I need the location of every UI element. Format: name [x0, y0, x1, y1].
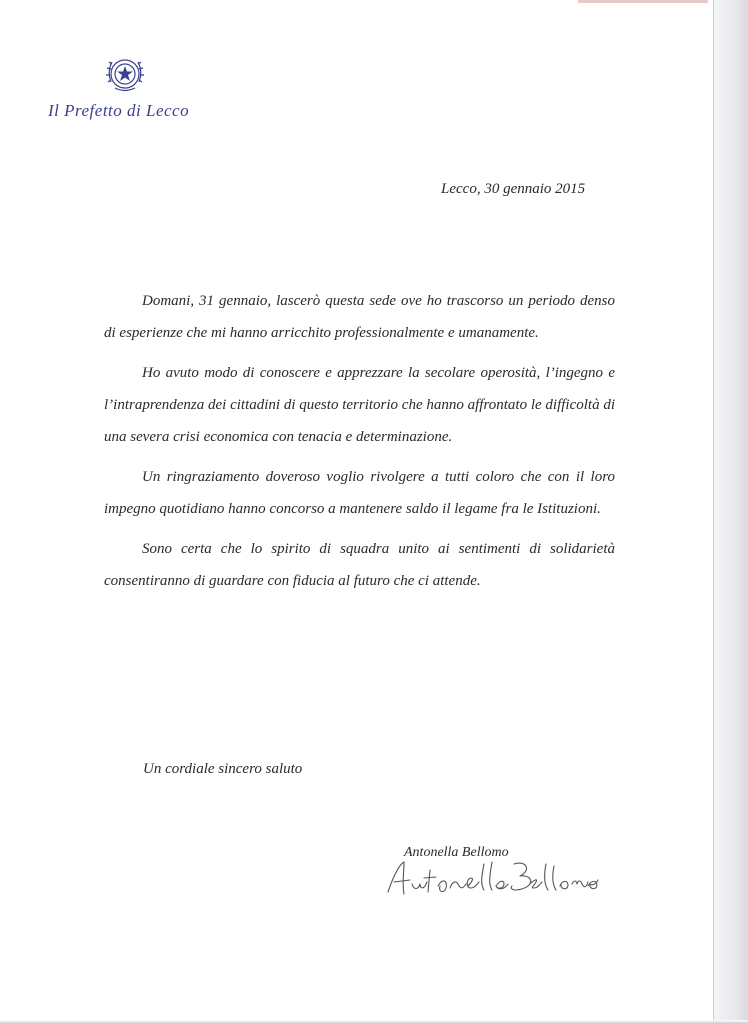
scan-top-mark — [578, 0, 708, 3]
italian-republic-emblem-icon — [103, 52, 147, 96]
scan-edge-line — [713, 0, 714, 1024]
scan-edge-right — [714, 0, 748, 1024]
signer-name: Antonella Bellomo — [404, 845, 509, 860]
paragraph-2: Ho avuto modo di conoscere e apprezzare la secolare operosità, l’ingegno e l’intraprendenza dei cittadini di questo territorio che hanno affrontato le difficoltà di una severa crisi economica con tenacia e determinazione. — [104, 365, 615, 445]
letter-body — [104, 285, 615, 605]
handwritten-signature — [380, 852, 610, 902]
letterhead-title: Il Prefetto di Lecco — [48, 101, 190, 120]
letter-date: Lecco, 30 gennaio 2015 — [441, 181, 586, 197]
paragraph-3: Un ringraziamento doveroso voglio rivolgere a tutti coloro che con il loro impegno quotidiano hanno concorso a mantenere saldo il legame fra le Istituzioni. — [104, 469, 615, 517]
paragraph-4: Sono certa che lo spirito di squadra unito ai sentimenti di solidarietà consentiranno di guardare con fiducia al futuro che ci attende. — [104, 541, 615, 589]
scan-bottom-line — [0, 1020, 748, 1024]
paragraph-1: Domani, 31 gennaio, lascerò questa sede ove ho trascorso un periodo denso di esperienze che mi hanno arricchito professionalmente e umanamente. — [104, 293, 615, 341]
closing-line: Un cordiale sincero saluto — [143, 761, 303, 777]
